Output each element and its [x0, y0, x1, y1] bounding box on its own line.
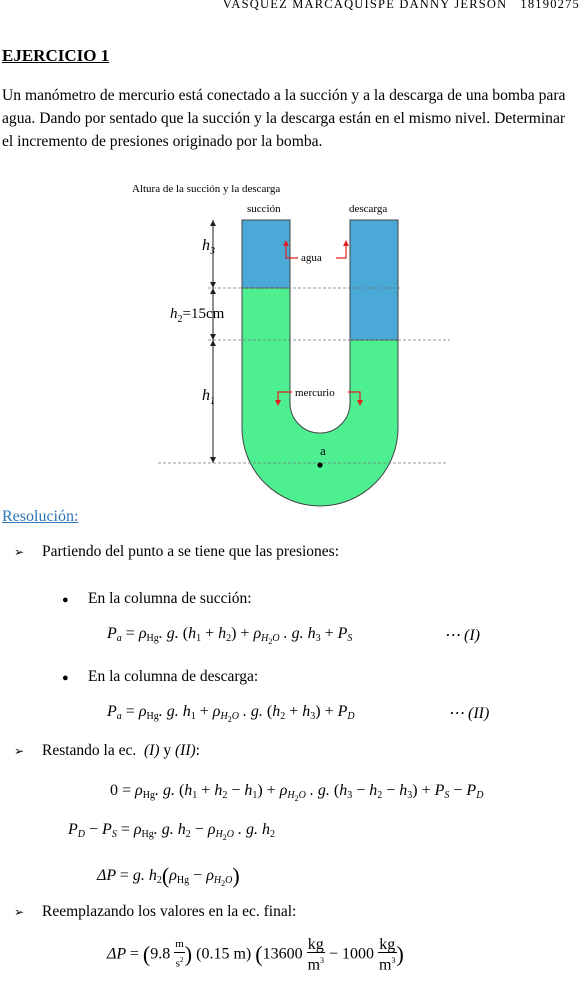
discharge-label: descarga — [349, 203, 388, 215]
page-header — [223, 0, 580, 12]
bullet-suction: ● En la columna de succión: — [62, 590, 252, 607]
equation-difference: $0 = \rho_{Hg}$. g. $(h_1 + h_2 - h_1) + \rho_{H_2O}$ . g. $(h_3 - h_2 - h_3) + P_S - P_D$ — [110, 782, 484, 803]
step-2: ➢ Restando la ec. (I) y (II): — [14, 742, 200, 759]
student-code: 18190275 — [520, 0, 580, 11]
water-label: agua — [301, 252, 322, 264]
arrow-bullet-icon: ➢ — [14, 545, 25, 559]
bullet-discharge: ● En la columna de descarga: — [62, 668, 259, 685]
author-name: VASQUEZ MARCAQUISPE DANNY JERSON — [222, 0, 508, 11]
equation-I-tag: ⋯ (I) — [444, 627, 480, 644]
equation-delta-p: ΔP = g. $h_2(\rho_{Hg} - \rho_{H_2O})$ — [97, 863, 240, 888]
point-a-label: a — [320, 443, 326, 458]
manometer-figure — [132, 178, 480, 492]
water-discharge-column — [350, 220, 398, 340]
h2-label: $h_2=15cm$ — [170, 306, 225, 325]
problem-statement: Un manómetro de mercurio está conectado a la succión y a la descarga de una bomba para agua. Dando por sentado que la succión y la descarga están en el mismo nivel. Determinar el incremento de presiones originado por la bomba. — [2, 87, 566, 150]
step-3: ➢ Reemplazando los valores en la ec. final: — [14, 903, 297, 920]
figure-caption: Altura de la succión y la descarga — [132, 183, 281, 195]
mercury-label: mercurio — [295, 387, 335, 399]
h1-label: $h_1$ — [202, 387, 215, 407]
point-a-marker — [317, 462, 322, 467]
dot-bullet-icon: ● — [62, 594, 69, 606]
equation-II: $P_a = \rho_{Hg}$. g. $h_1 + \rho_{H_2O}$ . g. $(h_2 + h_3) + P_D$ — [107, 703, 355, 724]
exercise-title: EJERCICIO 1 — [2, 46, 110, 65]
equation-II-tag: ⋯ (II) — [448, 705, 490, 722]
arrow-bullet-icon: ➢ — [14, 744, 25, 758]
equation-I: $P_a = \rho_{Hg}$. g. $(h_1 + h_2) + \rho_{H_2O}$ . g. $h_3 + P_S$ — [107, 625, 353, 646]
resolution-heading: Resolución: — [2, 508, 79, 525]
equation-pressure-difference: $P_D - P_S = \rho_{Hg}$. g. $h_2 - \rho_{H_2O}$ . g. $h_2$ — [68, 821, 275, 842]
water-suction-column — [242, 220, 290, 288]
dot-bullet-icon: ● — [62, 672, 69, 684]
equation-final-substitution: ΔP = (9.8 $\frac{m}{s^2}$ ) (0.15 m) (13600 $\frac{kg}{m^3}$ − 1000 $\frac{kg}{m^3}$ ) — [107, 936, 404, 974]
step-1: ➢ Partiendo del punto a se tiene que las presiones: — [14, 543, 340, 560]
arrow-bullet-icon: ➢ — [14, 905, 25, 919]
suction-label: succión — [247, 203, 281, 215]
h3-label: $h_3$ — [202, 237, 215, 257]
